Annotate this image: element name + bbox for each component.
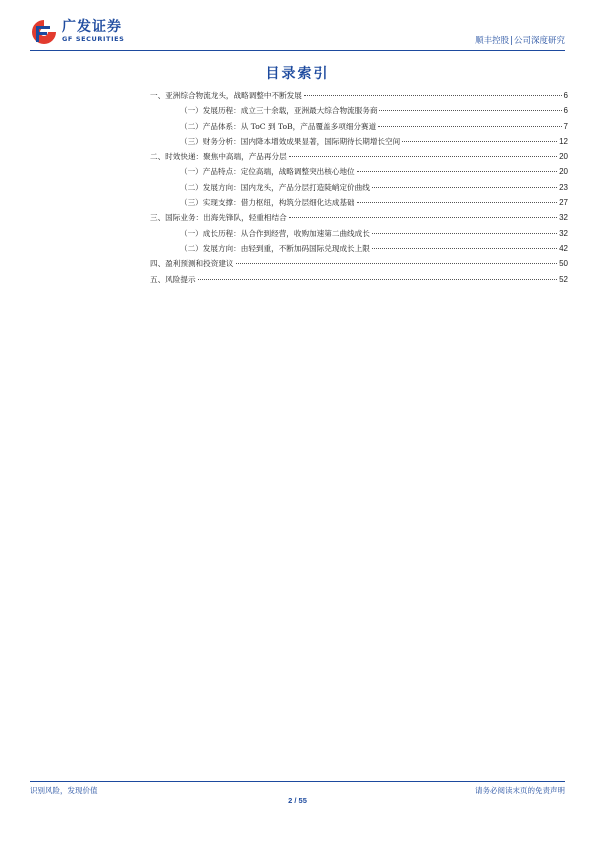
- toc-entry-label: 四、盈利预测和投资建议: [150, 259, 234, 269]
- logo-chinese-text: 广发证券: [62, 19, 122, 35]
- toc-leader-dots: [357, 171, 557, 172]
- toc-leader-dots: [236, 263, 558, 264]
- toc-leader-dots: [379, 110, 561, 111]
- toc-leader-dots: [357, 202, 557, 203]
- toc-entry-page: 7: [563, 121, 568, 131]
- toc-entry-page: 6: [563, 91, 568, 100]
- footer-divider: [30, 781, 565, 782]
- toc-entry[interactable]: [150, 151, 568, 166]
- toc-entry-page: 6: [563, 106, 568, 116]
- toc-leader-dots: [378, 126, 561, 127]
- toc-leader-dots: [289, 217, 557, 218]
- footer-slogan: 识别风险，发现价值: [30, 786, 98, 795]
- toc-leader-dots: [402, 141, 557, 142]
- toc-entry-page: 20: [559, 167, 568, 177]
- toc-entry-label: （二）发展方向：国内龙头，产品分层打造陡峭定价曲线: [180, 182, 370, 192]
- logo-english-text: GF SECURITIES: [62, 35, 125, 43]
- toc-entry-page: 42: [559, 243, 568, 253]
- toc-entry-label: 五、风险提示: [150, 274, 196, 284]
- toc-leader-dots: [198, 279, 558, 280]
- toc-entry-page: 52: [559, 274, 568, 284]
- table-of-contents: [150, 90, 568, 289]
- toc-entry[interactable]: [150, 136, 568, 151]
- header-report-info: [475, 34, 565, 46]
- toc-entry-label: （一）成长历程：从合作到经营，收购加速第二曲线成长: [180, 228, 370, 238]
- report-type: 公司深度研究: [513, 36, 565, 46]
- toc-leader-dots: [304, 95, 562, 96]
- gf-securities-logo: [30, 18, 124, 46]
- toc-entry-page: 27: [559, 198, 568, 208]
- header-separator: |: [510, 36, 513, 46]
- toc-entry[interactable]: [150, 166, 568, 181]
- toc-title: 目录索引: [265, 66, 330, 82]
- gf-logo-icon: [30, 18, 58, 46]
- toc-entry[interactable]: [150, 197, 568, 212]
- toc-entry-label: （三）财务分析：国内降本增效成果显著，国际期待长期增长空间: [180, 136, 401, 146]
- company-name: 顺丰控股: [475, 36, 510, 46]
- toc-entry-label: （二）发展方向：由轻到重，不断加码国际兑现成长上限: [180, 243, 370, 253]
- toc-entry-label: 三、国际业务：出海先锋队，轻重相结合: [150, 213, 287, 223]
- header-divider: [30, 50, 565, 51]
- toc-entry-page: 32: [559, 213, 568, 223]
- page-header: [30, 18, 565, 50]
- toc-entry[interactable]: [150, 228, 568, 243]
- footer-disclaimer: 请务必阅读末页的免责声明: [475, 786, 565, 795]
- toc-entry[interactable]: [150, 258, 568, 273]
- toc-entry[interactable]: [150, 182, 568, 197]
- toc-leader-dots: [289, 156, 557, 157]
- toc-entry[interactable]: [150, 243, 568, 258]
- toc-entry-page: 23: [559, 182, 568, 192]
- toc-entry-page: 32: [559, 228, 568, 238]
- toc-entry-label: （二）产品体系：从 ToC 到 ToB，产品覆盖多项细分赛道: [180, 121, 377, 131]
- page-number: 2 / 55: [288, 796, 307, 805]
- toc-entry[interactable]: [150, 90, 568, 105]
- toc-entry-page: 50: [559, 259, 568, 269]
- toc-entry[interactable]: [150, 212, 568, 227]
- toc-entry-label: （一）发展历程：成立三十余载，亚洲最大综合物流服务商: [180, 106, 378, 116]
- toc-entry-label: 一、亚洲综合物流龙头，战略调整中不断发展: [150, 91, 302, 100]
- toc-leader-dots: [372, 248, 557, 249]
- toc-entry-label: 二、时效快递：聚焦中高端，产品再分层: [150, 152, 287, 162]
- toc-entry-page: 12: [559, 136, 568, 146]
- toc-entry-label: （一）产品特点：定位高端，战略调整突出核心地位: [180, 167, 355, 177]
- toc-leader-dots: [372, 187, 557, 188]
- toc-leader-dots: [372, 233, 557, 234]
- toc-entry[interactable]: [150, 121, 568, 136]
- toc-entry-page: 20: [559, 152, 568, 162]
- toc-entry[interactable]: [150, 105, 568, 120]
- toc-entry-label: （三）实现支撑：借力枢纽，构筑分层细化达成基础: [180, 198, 355, 208]
- toc-entry[interactable]: [150, 274, 568, 289]
